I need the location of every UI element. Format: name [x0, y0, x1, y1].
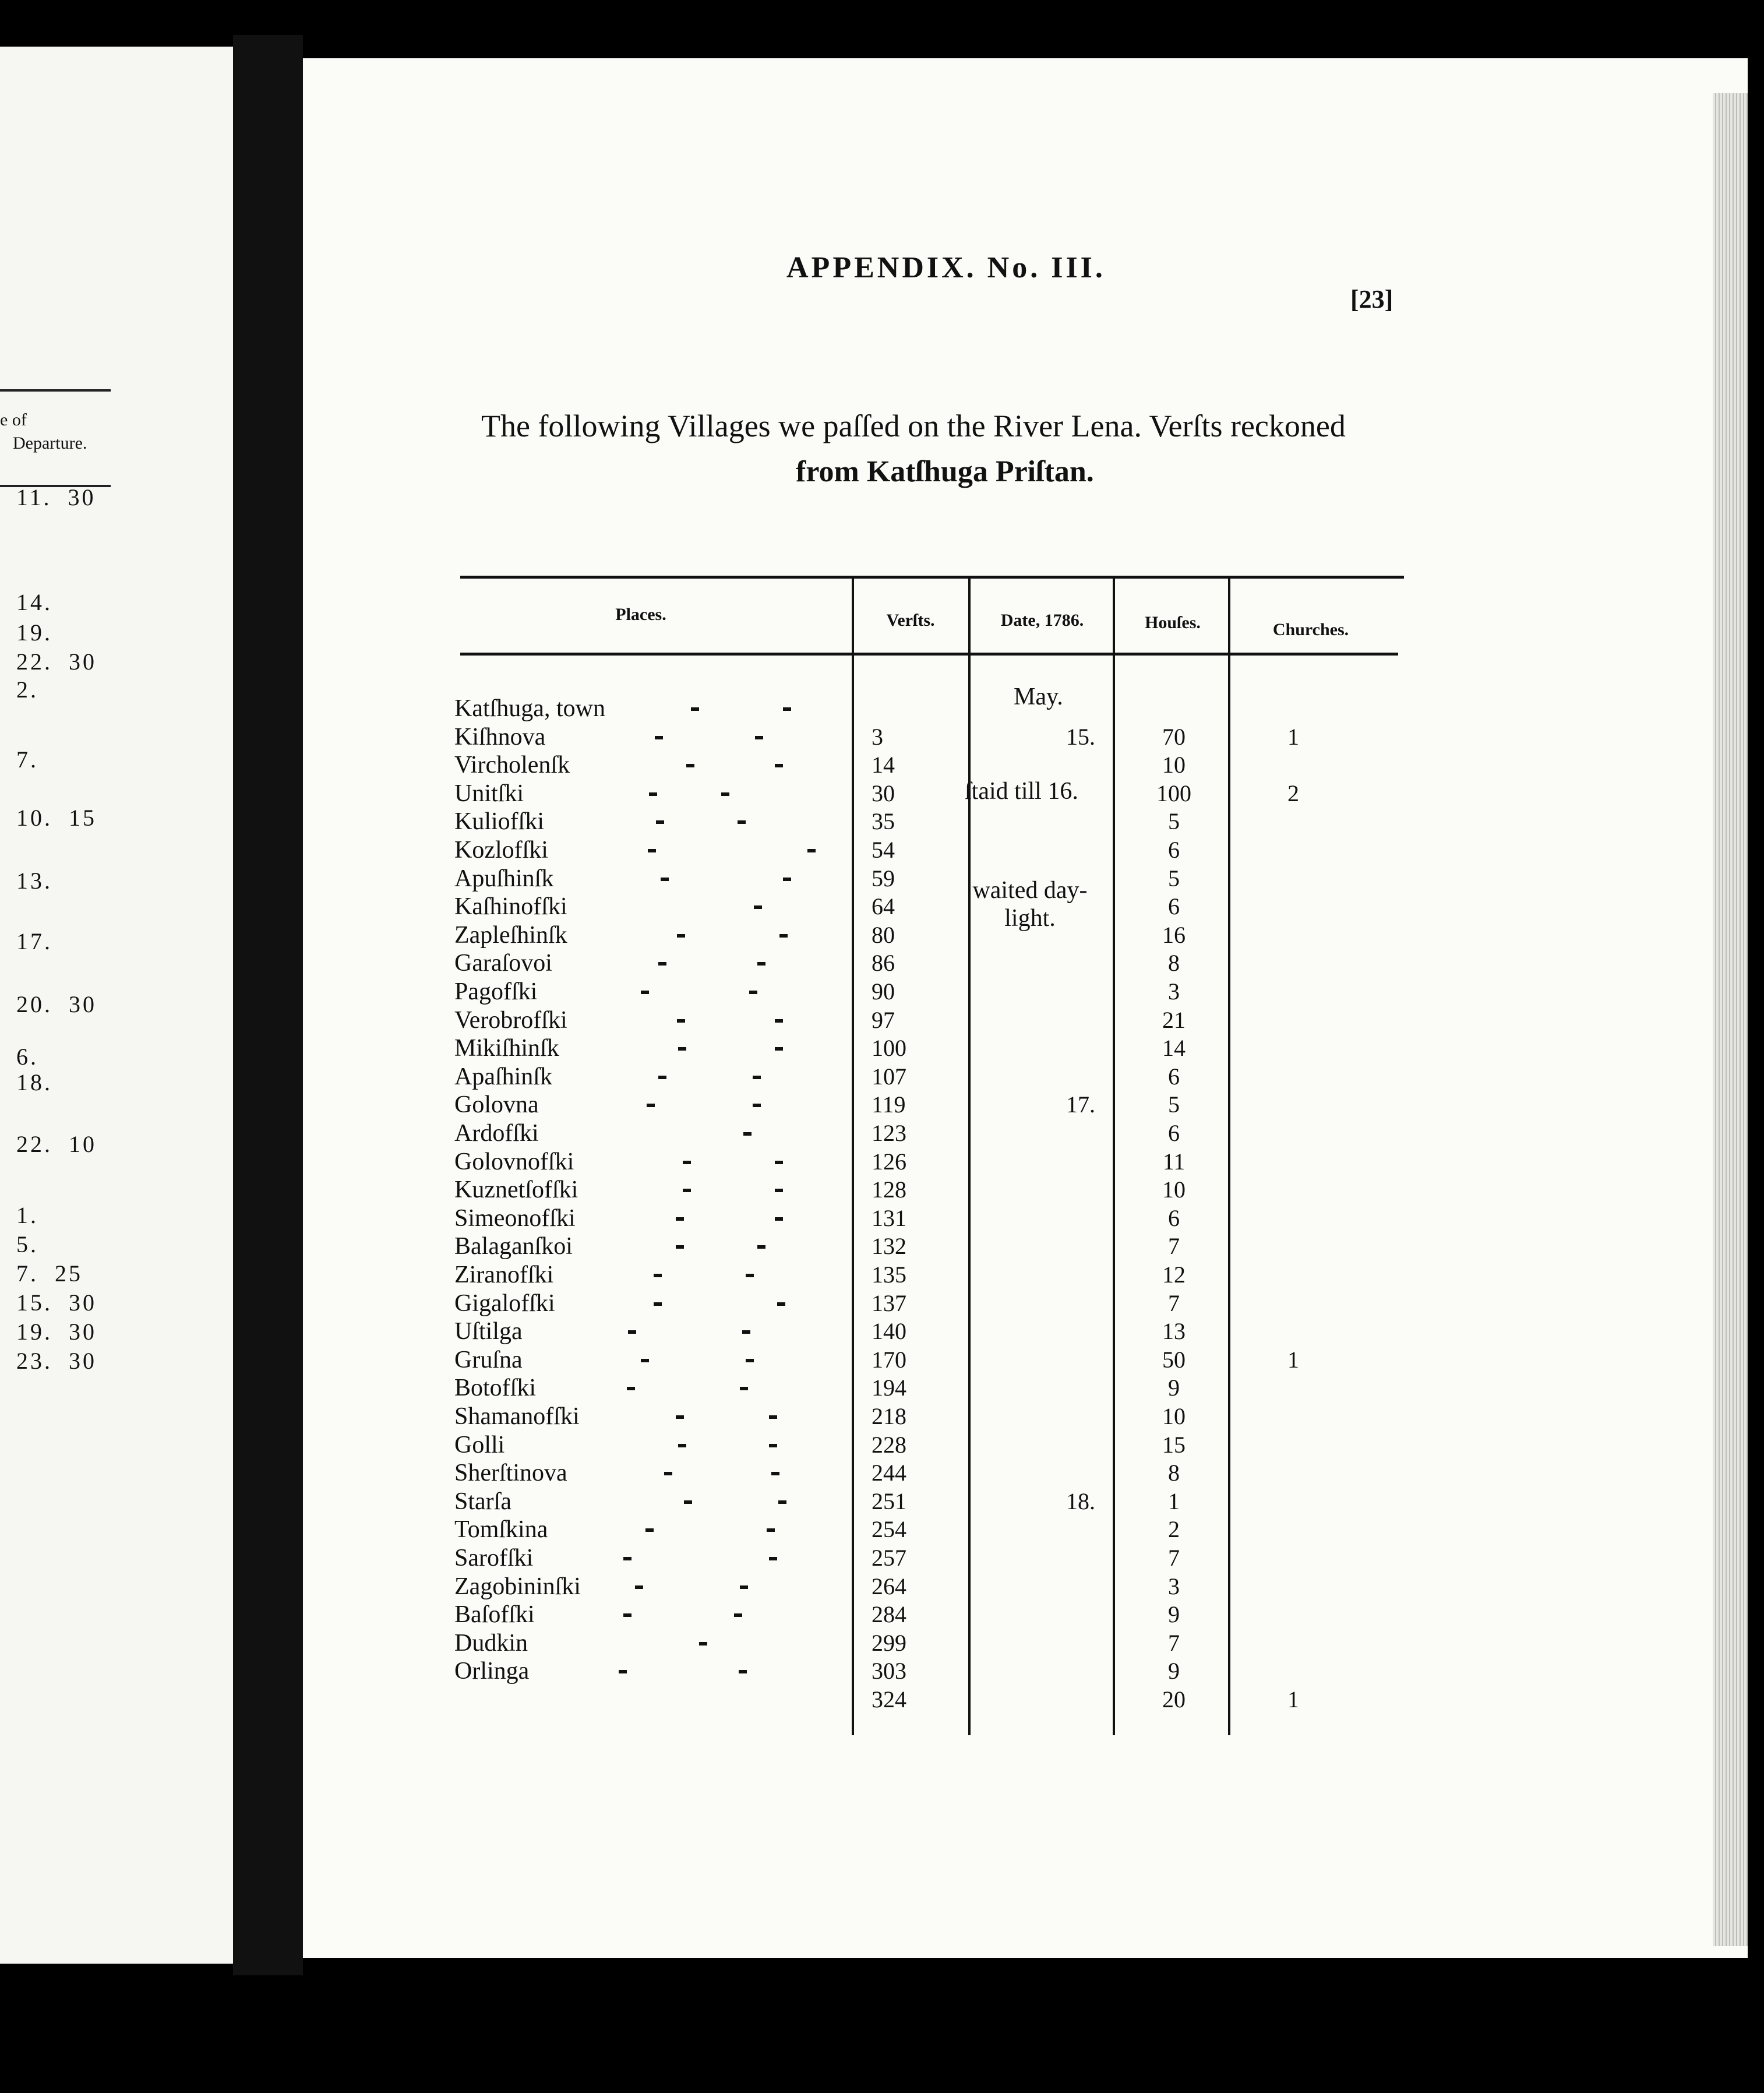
leader-dash — [775, 1217, 783, 1221]
versts-value: 303 — [872, 1658, 906, 1685]
versts-value: 228 — [872, 1431, 906, 1458]
leader-dash — [656, 820, 664, 824]
houses-value: 3 — [1168, 978, 1180, 1005]
place-name: Baſofſki — [454, 1601, 535, 1629]
houses-value: 70 — [1162, 723, 1186, 750]
leader-dash — [746, 1274, 754, 1277]
houses-value: 5 — [1168, 1091, 1180, 1118]
leader-dash — [677, 1019, 685, 1023]
leader-dash — [757, 962, 765, 966]
leader-dash — [775, 1189, 783, 1192]
table-row — [0, 949, 1445, 977]
versts-value: 35 — [872, 808, 895, 835]
place-name: Kuliofſki — [454, 808, 544, 836]
leader-dash — [649, 792, 657, 796]
leader-dash — [677, 934, 685, 938]
houses-value: 11 — [1162, 1148, 1186, 1175]
houses-value: 7 — [1168, 1233, 1180, 1260]
left-time-entry: 17. — [16, 928, 52, 954]
table-row — [0, 1232, 1445, 1260]
versts-value: 170 — [872, 1346, 906, 1373]
leader-dash — [771, 1472, 779, 1475]
houses-value: 9 — [1168, 1375, 1180, 1401]
houses-value: 6 — [1168, 837, 1180, 863]
leader-dash — [739, 1670, 747, 1673]
place-name: Shamanofſki — [454, 1403, 580, 1430]
houses-value: 10 — [1162, 1403, 1186, 1429]
leader-dash — [683, 1189, 691, 1192]
table-row — [0, 695, 1445, 723]
table-row — [0, 723, 1445, 751]
place-name: Orlinga — [454, 1658, 530, 1685]
date-value: 18. — [1066, 1488, 1095, 1514]
column-header-date: Date, 1786. — [1000, 611, 1084, 630]
leader-dash — [749, 991, 757, 994]
table-row — [0, 1006, 1445, 1034]
place-name: Dudkin — [454, 1629, 528, 1657]
table-row — [0, 1573, 1445, 1601]
houses-value: 6 — [1168, 1204, 1180, 1231]
column-header-houses: Houſes. — [1145, 613, 1201, 632]
houses-value: 15 — [1162, 1431, 1186, 1458]
place-name: Tomſkina — [454, 1516, 548, 1544]
table-row — [0, 1289, 1445, 1317]
leader-dash — [743, 1132, 752, 1136]
table-row — [0, 1601, 1445, 1629]
versts-value: 131 — [872, 1204, 906, 1231]
table-row — [0, 1148, 1445, 1176]
versts-value: 251 — [872, 1488, 906, 1514]
place-name: Unitſki — [454, 780, 524, 807]
versts-value: 30 — [872, 780, 895, 806]
leader-dash — [753, 1076, 761, 1079]
versts-value: 100 — [872, 1035, 906, 1062]
versts-value: 244 — [872, 1460, 906, 1486]
table-row — [0, 1657, 1445, 1685]
leader-dash — [777, 1302, 785, 1306]
houses-value: 21 — [1162, 1006, 1186, 1033]
page-number: [23] — [1350, 285, 1393, 313]
leader-dash — [746, 1359, 754, 1362]
table-row — [0, 1516, 1445, 1544]
table-row — [0, 1686, 1445, 1714]
leader-dash — [628, 1330, 636, 1334]
churches-value: 1 — [1287, 1346, 1299, 1373]
leader-dash — [623, 1557, 631, 1560]
place-name: Uſtilga — [454, 1318, 523, 1345]
left-time-entry: 11. 30 — [16, 484, 96, 510]
leader-dash — [721, 792, 729, 796]
leader-dash — [755, 736, 763, 739]
left-time-entry: 13. — [16, 868, 52, 894]
churches-value: 1 — [1287, 723, 1299, 750]
versts-value: 140 — [872, 1318, 906, 1345]
houses-value: 100 — [1156, 780, 1191, 806]
houses-value: 6 — [1168, 893, 1180, 920]
versts-value: 194 — [872, 1375, 906, 1401]
table-row — [0, 808, 1445, 836]
leader-dash — [754, 905, 762, 909]
column-header-versts: Verſts. — [886, 611, 935, 630]
houses-value: 9 — [1168, 1658, 1180, 1685]
table-row — [0, 751, 1445, 779]
place-name: Golovnofſki — [454, 1148, 574, 1175]
left-time-entry: 7. 25 — [16, 1260, 83, 1287]
churches-value: 1 — [1287, 1686, 1299, 1713]
houses-value: 5 — [1168, 808, 1180, 835]
note-staid: ſtaid till 16. — [965, 778, 1078, 805]
versts-value: 14 — [872, 752, 895, 778]
leader-dash — [769, 1444, 777, 1447]
left-time-entry: 6. — [16, 1044, 38, 1070]
left-time-entry: 5. — [16, 1231, 38, 1257]
left-time-entry: 20. 30 — [16, 991, 97, 1017]
table-row — [0, 1119, 1445, 1147]
place-name: Garaſovoi — [454, 950, 552, 977]
leader-dash — [676, 1415, 684, 1419]
leader-dash — [676, 1245, 684, 1249]
place-name: Balaganſkoi — [454, 1233, 573, 1260]
table-top-rule — [460, 576, 1404, 579]
table-row — [0, 1459, 1445, 1487]
leader-dash — [664, 1472, 672, 1475]
table-row — [0, 865, 1445, 893]
leader-dash — [678, 1444, 686, 1447]
leader-dash — [676, 1217, 684, 1221]
table-row — [0, 1431, 1445, 1459]
versts-value: 123 — [872, 1120, 906, 1146]
leader-dash — [641, 1359, 649, 1362]
table-row — [0, 1063, 1445, 1091]
table-caption-line-2: from Katſhuga Priſtan. — [796, 455, 1094, 488]
place-name: Simeonofſki — [454, 1204, 576, 1232]
versts-value: 218 — [872, 1403, 906, 1429]
leader-dash — [654, 1274, 662, 1277]
houses-value: 7 — [1168, 1629, 1180, 1656]
versts-value: 324 — [872, 1686, 906, 1713]
leader-dash — [807, 849, 816, 852]
leader-dash — [658, 1076, 666, 1079]
leader-dash — [645, 1528, 654, 1532]
table-row — [0, 1034, 1445, 1062]
houses-value: 7 — [1168, 1545, 1180, 1571]
leader-dash — [742, 1330, 750, 1334]
table-row — [0, 780, 1445, 808]
churches-value: 2 — [1287, 780, 1299, 806]
place-name: Gruſna — [454, 1346, 523, 1373]
place-name: Starſa — [454, 1488, 511, 1515]
place-name: Vircholenſk — [454, 752, 570, 779]
left-header-line-1: e of — [0, 410, 27, 429]
leader-dash — [654, 1302, 662, 1306]
leader-dash — [641, 991, 649, 994]
table-row — [0, 1261, 1445, 1289]
leader-dash — [699, 1642, 707, 1645]
table-row — [0, 1091, 1445, 1119]
left-time-entry: 22. 30 — [16, 649, 97, 675]
leader-dash — [658, 962, 666, 966]
versts-value: 257 — [872, 1545, 906, 1571]
place-name: Golli — [454, 1431, 505, 1458]
place-name: Apuſhinſk — [454, 865, 554, 892]
leader-dash — [683, 1161, 691, 1164]
table-row — [0, 921, 1445, 949]
table-caption: The following Villages we paſſed on the River Lena. Verſts reckoned — [481, 408, 1346, 443]
left-time-entry: 22. 10 — [16, 1131, 97, 1157]
houses-value: 16 — [1162, 921, 1186, 948]
left-time-entry: 19. 30 — [16, 1319, 97, 1345]
left-time-entry: 1. — [16, 1202, 38, 1228]
column-header-churches: Churches. — [1272, 620, 1349, 639]
table-row — [0, 1374, 1445, 1402]
left-time-entry: 19. — [16, 619, 52, 646]
leader-dash — [778, 1500, 786, 1504]
leader-dash — [753, 1104, 761, 1107]
date-value: 15. — [1066, 723, 1095, 750]
left-header-line-2: Departure. — [13, 434, 87, 453]
leader-dash — [738, 820, 746, 824]
versts-value: 97 — [872, 1006, 895, 1033]
table-row — [0, 836, 1445, 864]
houses-value: 20 — [1162, 1686, 1186, 1713]
left-time-entry: 10. 15 — [16, 805, 97, 831]
versts-value: 284 — [872, 1601, 906, 1628]
versts-value: 54 — [872, 837, 895, 863]
versts-value: 64 — [872, 893, 895, 920]
place-name: Ardofſki — [454, 1120, 539, 1147]
leader-dash — [779, 934, 788, 938]
versts-value: 3 — [872, 723, 883, 750]
leader-dash — [783, 878, 791, 881]
left-top-rule — [0, 389, 111, 392]
table-row — [0, 1488, 1445, 1516]
left-time-entry: 14. — [16, 589, 52, 615]
houses-value: 12 — [1162, 1262, 1186, 1288]
leader-dash — [686, 764, 694, 767]
leader-dash — [627, 1387, 635, 1390]
leader-dash — [775, 1161, 783, 1164]
houses-value: 7 — [1168, 1289, 1180, 1316]
versts-value: 119 — [872, 1091, 906, 1118]
left-time-entry: 7. — [16, 746, 38, 773]
houses-value: 50 — [1162, 1346, 1186, 1373]
table-row — [0, 1629, 1445, 1657]
versts-value: 86 — [872, 950, 895, 977]
column-header-places: Places. — [615, 605, 666, 624]
place-name: Kozlofſki — [454, 837, 548, 864]
houses-value: 1 — [1168, 1488, 1180, 1514]
houses-value: 10 — [1162, 752, 1186, 778]
versts-value: 90 — [872, 978, 895, 1005]
leader-dash — [661, 878, 669, 881]
page-edge — [1713, 93, 1748, 1946]
place-name: Kaſhinofſki — [454, 893, 567, 921]
date-value: 17. — [1066, 1091, 1095, 1118]
versts-value: 135 — [872, 1262, 906, 1288]
houses-value: 13 — [1162, 1318, 1186, 1345]
table-row — [0, 978, 1445, 1006]
versts-value: 80 — [872, 921, 895, 948]
leader-dash — [619, 1670, 627, 1673]
leader-dash — [734, 1613, 742, 1617]
houses-value: 14 — [1162, 1035, 1186, 1062]
leader-dash — [757, 1245, 765, 1249]
table-row — [0, 1204, 1445, 1232]
houses-value: 8 — [1168, 1460, 1180, 1486]
leader-dash — [684, 1500, 692, 1504]
leader-dash — [678, 1047, 686, 1051]
versts-value: 128 — [872, 1176, 906, 1203]
place-name: Zagobininſki — [454, 1573, 581, 1600]
note-waited-text: waited day-light. — [972, 877, 1088, 932]
place-name: Kuznetſofſki — [454, 1176, 578, 1204]
houses-value: 5 — [1168, 865, 1180, 892]
place-name: Zapleſhinſk — [454, 921, 567, 949]
versts-value: 59 — [872, 865, 895, 892]
versts-value: 126 — [872, 1148, 906, 1175]
leader-dash — [783, 707, 791, 711]
leader-dash — [775, 1047, 783, 1051]
table-row — [0, 1176, 1445, 1204]
houses-value: 9 — [1168, 1601, 1180, 1628]
left-time-entry: 18. — [16, 1069, 52, 1095]
place-name: Verobrofſki — [454, 1006, 567, 1034]
leader-dash — [635, 1585, 643, 1589]
table-row — [0, 1544, 1445, 1572]
table-row — [0, 1403, 1445, 1430]
versts-value: 264 — [872, 1573, 906, 1599]
houses-value: 8 — [1168, 950, 1180, 977]
leader-dash — [740, 1585, 748, 1589]
table-row — [0, 1346, 1445, 1374]
table-row — [0, 1317, 1445, 1345]
houses-value: 10 — [1162, 1176, 1186, 1203]
versts-value: 107 — [872, 1063, 906, 1090]
table-header-rule — [460, 653, 1398, 656]
place-name: Gigalofſki — [454, 1289, 555, 1317]
running-head: APPENDIX. No. III. — [786, 251, 1106, 284]
houses-value: 2 — [1168, 1516, 1180, 1543]
leader-dash — [767, 1528, 775, 1532]
place-name: Katſhuga, town — [454, 695, 605, 722]
place-name: Sarofſki — [454, 1545, 534, 1571]
versts-value: 254 — [872, 1516, 906, 1543]
left-time-entry: 15. 30 — [16, 1289, 97, 1316]
leader-dash — [655, 736, 663, 739]
leader-dash — [740, 1387, 748, 1390]
houses-value: 6 — [1168, 1063, 1180, 1090]
leader-dash — [691, 707, 699, 711]
versts-value: 137 — [872, 1289, 906, 1316]
versts-value: 132 — [872, 1233, 906, 1260]
leader-dash — [623, 1613, 631, 1617]
houses-value: 6 — [1168, 1120, 1180, 1146]
leader-dash — [775, 1019, 783, 1023]
place-name: Golovna — [454, 1091, 539, 1119]
place-name: Ziranofſki — [454, 1262, 554, 1288]
versts-value: 299 — [872, 1629, 906, 1656]
left-time-entry: 23. 30 — [16, 1348, 97, 1374]
leader-dash — [769, 1557, 777, 1560]
place-name: Sherſtinova — [454, 1460, 567, 1487]
place-name: Apaſhinſk — [454, 1063, 552, 1090]
place-name: Mikiſhinſk — [454, 1035, 559, 1062]
table-row — [0, 893, 1445, 921]
leader-dash — [769, 1415, 777, 1419]
leader-dash — [775, 764, 783, 767]
left-time-entry: 2. — [16, 676, 38, 703]
place-name: Botofſki — [454, 1375, 537, 1402]
place-name: Kiſhnova — [454, 723, 546, 750]
leader-dash — [647, 1104, 655, 1107]
place-name: Pagofſki — [454, 978, 538, 1005]
leader-dash — [648, 849, 656, 852]
houses-value: 3 — [1168, 1573, 1180, 1599]
date-month-may: May. — [1014, 683, 1063, 710]
